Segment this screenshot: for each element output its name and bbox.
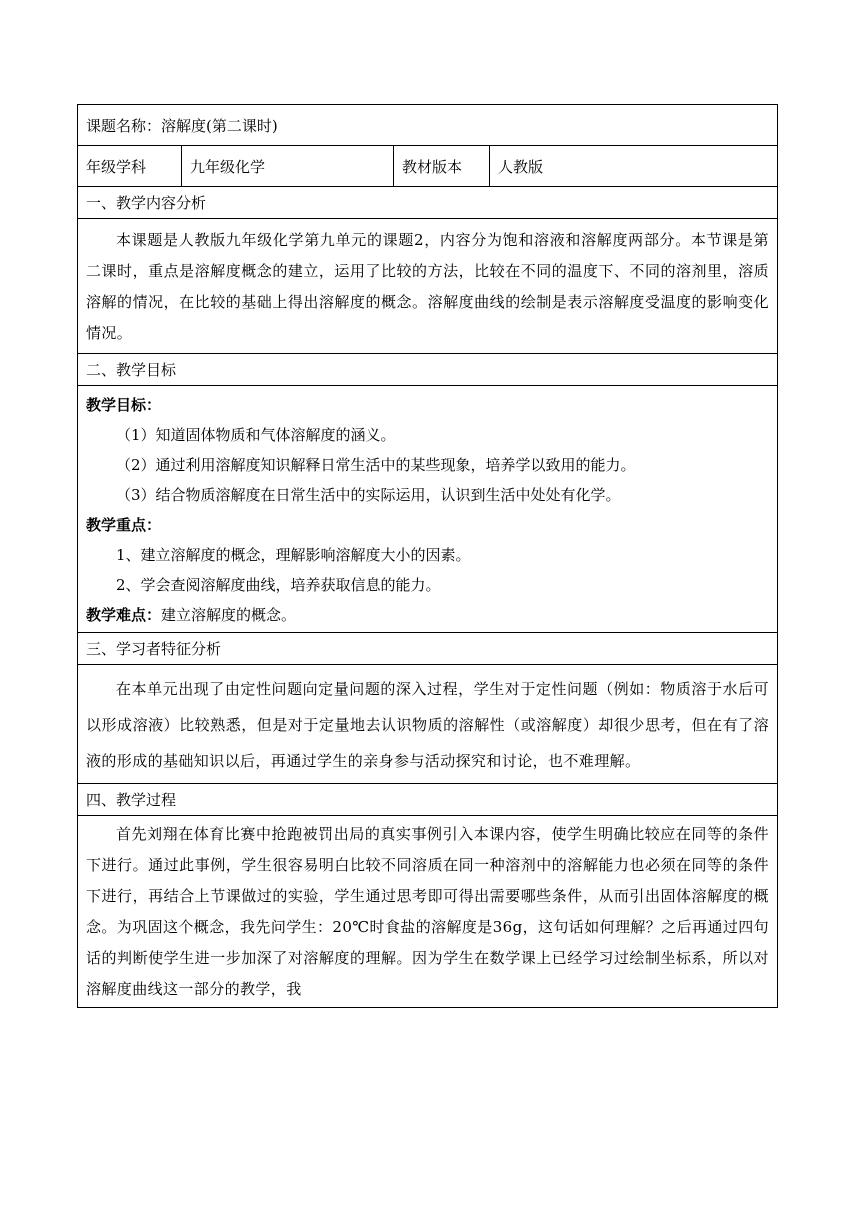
objectives-heading-row	[78, 354, 778, 386]
section-paragraph: 本课题是人教版九年级化学第九单元的课题2，内容分为饱和溶液和溶解度两部分。本节课是第二课时，重点是溶解度概念的建立，运用了比较的方法，比较在不同的温度下、不同的溶剂里，溶质溶解的情况，在比较的基础上得出溶解度的概念。溶解度曲线的绘制是表示溶解度受温度的影响变化情况。	[78, 219, 778, 354]
key-point-item: 2、学会查阅溶解度曲线，培养获取信息的能力。	[116, 576, 441, 594]
goals-label: 教学目标：	[86, 396, 162, 414]
section-paragraph: 在本单元出现了由定性问题向定量问题的深入过程，学生对于定性问题（例如：物质溶于水后可以形成溶液）比较熟悉，但是对于定量地去认识物质的溶解性（或溶解度）却很少思考，但在有了溶液的形成的基础知识以后，再通过学生的亲身参与活动探究和讨论，也不难理解。	[78, 665, 778, 784]
edition-value: 人教版	[490, 146, 778, 187]
section-heading: 四、教学过程	[78, 784, 778, 816]
process-heading-row	[78, 784, 778, 816]
content-analysis-heading-row	[78, 187, 778, 219]
goal-item: （1）知道固体物质和气体溶解度的涵义。	[116, 426, 396, 444]
content-analysis-body-row	[78, 219, 778, 354]
process-body-row	[78, 816, 778, 1008]
section-heading: 一、教学内容分析	[78, 187, 778, 219]
objectives-body-row	[78, 386, 778, 633]
grade-value: 九年级化学	[182, 146, 394, 187]
difficulty-line	[86, 600, 769, 630]
section-heading: 二、教学目标	[78, 354, 778, 386]
learner-analysis-heading-row	[78, 633, 778, 665]
goal-item: （2）通过利用溶解度知识解释日常生活中的某些现象，培养学以致用的能力。	[116, 456, 636, 474]
lesson-plan-document	[77, 104, 777, 1008]
goal-item: （3）结合物质溶解度在日常生活中的实际运用，认识到生活中处处有化学。	[116, 486, 621, 504]
difficulty-text: 建立溶解度的概念。	[161, 606, 297, 624]
learner-analysis-body-row	[78, 665, 778, 784]
grade-label: 年级学科	[78, 146, 182, 187]
course-title: 课题名称：溶解度(第二课时)	[78, 105, 778, 146]
meta-row	[78, 146, 778, 187]
section-paragraph: 首先刘翔在体育比赛中抢跑被罚出局的真实事例引入本课内容，使学生明确比较应在同等的条件下进行。通过此事例，学生很容易明白比较不同溶质在同一种溶剂中的溶解能力也必须在同等的条件下进行，再结合上节课做过的实验，学生通过思考即可得出需要哪些条件，从而引出固体溶解度的概念。为巩固这个概念，我先问学生：20℃时食盐的溶解度是36g，这句话如何理解？之后再通过四句话的判断使学生进一步加深了对溶解度的理解。因为学生在数学课上已经学习过绘制坐标系，所以对溶解度曲线这一部分的教学，我	[78, 816, 778, 1008]
lesson-plan-table	[77, 104, 778, 1008]
difficulty-label: 教学难点：	[86, 606, 162, 624]
key-point-item: 1、建立溶解度的概念，理解影响溶解度大小的因素。	[116, 546, 471, 564]
course-title-row	[78, 105, 778, 146]
key-points-label: 教学重点：	[86, 516, 162, 534]
objectives-cell	[78, 386, 778, 633]
edition-label: 教材版本	[394, 146, 490, 187]
section-heading: 三、学习者特征分析	[78, 633, 778, 665]
